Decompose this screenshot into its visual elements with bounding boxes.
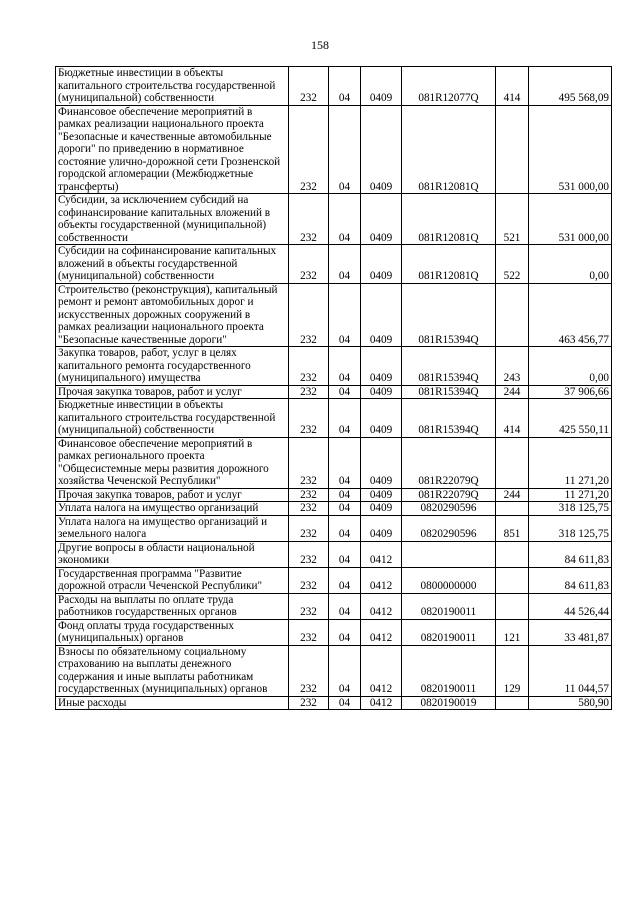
row-sum: 11 044,57 — [529, 645, 612, 696]
row-pr: 0412 — [361, 696, 402, 710]
row-vedom: 232 — [289, 593, 329, 619]
row-vedom: 232 — [289, 194, 329, 245]
row-pr: 0409 — [361, 488, 402, 502]
table-row — [56, 696, 612, 710]
row-csr — [402, 541, 496, 567]
row-vedom: 232 — [289, 385, 329, 399]
row-vr — [496, 105, 529, 194]
row-pr: 0409 — [361, 105, 402, 194]
row-vedom: 232 — [289, 515, 329, 541]
row-sum: 531 000,00 — [529, 194, 612, 245]
row-pr: 0412 — [361, 619, 402, 645]
row-rz: 04 — [329, 515, 361, 541]
row-name: Финансовое обеспечение мероприятий в рамках реализации национального проекта "Безопасные и качественные автомобильные дороги" по приведению в нормативное состояние улично-дорожной сети Грозненской городской агломерации (Межбюджетные трансферты) — [56, 105, 289, 194]
row-sum: 580,90 — [529, 696, 612, 710]
row-name: Прочая закупка товаров, работ и услуг — [56, 385, 289, 399]
row-rz: 04 — [329, 567, 361, 593]
row-vr — [496, 283, 529, 347]
row-pr: 0409 — [361, 283, 402, 347]
row-name: Закупка товаров, работ, услуг в целях капитального ремонта государственного (муниципального) имущества — [56, 347, 289, 386]
page-number: 158 — [311, 38, 329, 52]
table-row — [56, 245, 612, 284]
table-row — [56, 645, 612, 696]
row-rz: 04 — [329, 105, 361, 194]
row-pr: 0409 — [361, 67, 402, 106]
row-csr: 081R15394Q — [402, 283, 496, 347]
row-sum: 531 000,00 — [529, 105, 612, 194]
row-vedom: 232 — [289, 399, 329, 438]
row-sum: 37 906,66 — [529, 385, 612, 399]
row-csr: 0820190011 — [402, 645, 496, 696]
row-sum: 33 481,87 — [529, 619, 612, 645]
table-row — [56, 515, 612, 541]
row-name: Строительство (реконструкция), капитальный ремонт и ремонт автомобильных дорог и искусственных дорожных сооружений в рамках реализации национального проекта "Безопасные качественные дороги" — [56, 283, 289, 347]
row-vr — [496, 502, 529, 516]
row-rz: 04 — [329, 385, 361, 399]
row-pr: 0409 — [361, 245, 402, 284]
table-row — [56, 399, 612, 438]
row-csr: 0820290596 — [402, 502, 496, 516]
row-vedom: 232 — [289, 488, 329, 502]
table-row — [56, 593, 612, 619]
row-vedom: 232 — [289, 67, 329, 106]
row-sum: 0,00 — [529, 347, 612, 386]
table-row — [56, 67, 612, 106]
row-pr: 0412 — [361, 645, 402, 696]
row-name: Прочая закупка товаров, работ и услуг — [56, 488, 289, 502]
row-pr: 0409 — [361, 502, 402, 516]
table-row — [56, 541, 612, 567]
row-vr: 244 — [496, 385, 529, 399]
row-rz: 04 — [329, 541, 361, 567]
row-vr: 121 — [496, 619, 529, 645]
row-vr — [496, 696, 529, 710]
row-rz: 04 — [329, 645, 361, 696]
row-vr: 521 — [496, 194, 529, 245]
table-row — [56, 437, 612, 488]
row-sum: 318 125,75 — [529, 502, 612, 516]
row-rz: 04 — [329, 245, 361, 284]
row-sum: 11 271,20 — [529, 488, 612, 502]
row-vr: 243 — [496, 347, 529, 386]
row-name: Государственная программа "Развитие дорожной отрасли Чеченской Республики" — [56, 567, 289, 593]
row-sum: 0,00 — [529, 245, 612, 284]
row-name: Финансовое обеспечение мероприятий в рамках регионального проекта "Общесистемные меры развития дорожного хозяйства Чеченской Республики" — [56, 437, 289, 488]
row-csr: 081R22079Q — [402, 437, 496, 488]
row-rz: 04 — [329, 437, 361, 488]
row-vedom: 232 — [289, 645, 329, 696]
row-name: Расходы на выплаты по оплате труда работников государственных органов — [56, 593, 289, 619]
table-row — [56, 385, 612, 399]
row-name: Фонд оплаты труда государственных (муниципальных) органов — [56, 619, 289, 645]
row-vr: 522 — [496, 245, 529, 284]
row-vedom: 232 — [289, 502, 329, 516]
row-vr — [496, 541, 529, 567]
row-sum: 44 526,44 — [529, 593, 612, 619]
row-vr: 244 — [496, 488, 529, 502]
row-csr: 081R15394Q — [402, 347, 496, 386]
row-csr: 081R22079Q — [402, 488, 496, 502]
row-csr: 081R12081Q — [402, 105, 496, 194]
row-csr: 0820290596 — [402, 515, 496, 541]
row-vr: 129 — [496, 645, 529, 696]
row-rz: 04 — [329, 67, 361, 106]
row-vedom: 232 — [289, 105, 329, 194]
row-sum: 425 550,11 — [529, 399, 612, 438]
row-sum: 84 611,83 — [529, 567, 612, 593]
row-vedom: 232 — [289, 245, 329, 284]
row-rz: 04 — [329, 593, 361, 619]
row-vr: 414 — [496, 399, 529, 438]
row-csr: 0820190019 — [402, 696, 496, 710]
row-sum: 495 568,09 — [529, 67, 612, 106]
row-sum: 318 125,75 — [529, 515, 612, 541]
row-rz: 04 — [329, 347, 361, 386]
row-pr: 0409 — [361, 385, 402, 399]
row-vr: 851 — [496, 515, 529, 541]
budget-table — [55, 66, 612, 710]
row-pr: 0409 — [361, 437, 402, 488]
budget-table-body — [56, 67, 612, 710]
row-vr — [496, 437, 529, 488]
table-row — [56, 488, 612, 502]
row-vedom: 232 — [289, 283, 329, 347]
row-rz: 04 — [329, 696, 361, 710]
table-row — [56, 283, 612, 347]
row-pr: 0409 — [361, 347, 402, 386]
row-csr: 081R12077Q — [402, 67, 496, 106]
table-row — [56, 194, 612, 245]
row-name: Другие вопросы в области национальной экономики — [56, 541, 289, 567]
row-pr: 0409 — [361, 515, 402, 541]
row-vedom: 232 — [289, 347, 329, 386]
row-pr: 0409 — [361, 399, 402, 438]
row-name: Бюджетные инвестиции в объекты капитального строительства государственной (муниципальной) собственности — [56, 67, 289, 106]
row-name: Взносы по обязательному социальному страхованию на выплаты денежного содержания и иные выплаты работникам государственных (муниципальных) органов — [56, 645, 289, 696]
row-vedom: 232 — [289, 541, 329, 567]
row-name: Уплата налога на имущество организаций и земельного налога — [56, 515, 289, 541]
row-vr — [496, 593, 529, 619]
row-rz: 04 — [329, 194, 361, 245]
table-row — [56, 567, 612, 593]
row-name: Бюджетные инвестиции в объекты капитального строительства государственной (муниципальной) собственности — [56, 399, 289, 438]
row-name: Уплата налога на имущество организаций — [56, 502, 289, 516]
table-row — [56, 105, 612, 194]
row-vedom: 232 — [289, 437, 329, 488]
row-rz: 04 — [329, 488, 361, 502]
row-name: Субсидии, за исключением субсидий на софинансирование капитальных вложений в объекты государственной (муниципальной) собственности — [56, 194, 289, 245]
row-vr — [496, 567, 529, 593]
row-sum: 463 456,77 — [529, 283, 612, 347]
row-vr: 414 — [496, 67, 529, 106]
row-rz: 04 — [329, 399, 361, 438]
row-vedom: 232 — [289, 696, 329, 710]
row-csr: 0820190011 — [402, 593, 496, 619]
row-pr: 0409 — [361, 194, 402, 245]
table-row — [56, 502, 612, 516]
row-sum: 84 611,83 — [529, 541, 612, 567]
row-csr: 081R15394Q — [402, 385, 496, 399]
row-vedom: 232 — [289, 567, 329, 593]
row-rz: 04 — [329, 619, 361, 645]
row-rz: 04 — [329, 283, 361, 347]
row-name: Иные расходы — [56, 696, 289, 710]
row-csr: 081R12081Q — [402, 245, 496, 284]
row-sum: 11 271,20 — [529, 437, 612, 488]
row-name: Субсидии на софинансирование капитальных вложений в объекты государственной (муниципальной) собственности — [56, 245, 289, 284]
row-pr: 0412 — [361, 541, 402, 567]
row-csr: 081R15394Q — [402, 399, 496, 438]
row-csr: 0800000000 — [402, 567, 496, 593]
row-csr: 0820190011 — [402, 619, 496, 645]
row-pr: 0412 — [361, 567, 402, 593]
table-row — [56, 347, 612, 386]
table-row — [56, 619, 612, 645]
row-vedom: 232 — [289, 619, 329, 645]
row-pr: 0412 — [361, 593, 402, 619]
row-rz: 04 — [329, 502, 361, 516]
row-csr: 081R12081Q — [402, 194, 496, 245]
